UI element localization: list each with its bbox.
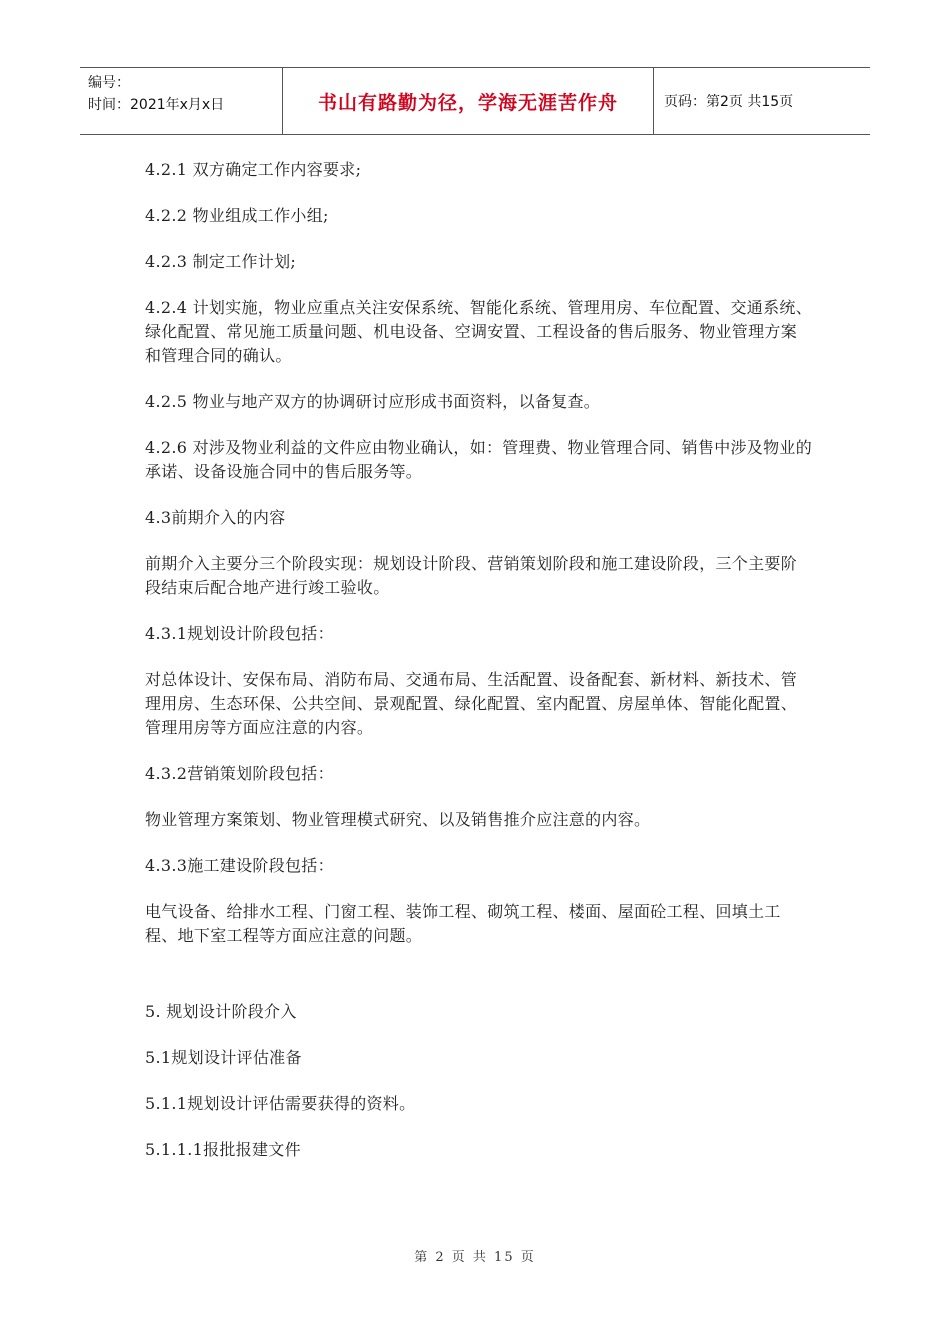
paragraph-4-3-intro: 前期介入主要分三个阶段实现：规划设计阶段、营销策划阶段和施工建设阶段，三个主要阶段结束后配合地产进行竣工验收。 <box>145 554 798 597</box>
heading-4-3-1: 4.3.1规划设计阶段包括： <box>145 624 334 643</box>
paragraph-4-3-3: 电气设备、给排水工程、门窗工程、装饰工程、砌筑工程、楼面、屋面砼工程、回填土工程、地下室工程等方面应注意的问题。 <box>145 902 781 945</box>
header-motto: 书山有路勤为径，学海无涯苦作舟 <box>317 91 618 114</box>
document-number-label: 编号： <box>88 75 130 91</box>
heading-5-1-1: 5.1.1规划设计评估需要获得的资料。 <box>145 1094 416 1113</box>
heading-5-1: 5.1规划设计评估准备 <box>145 1048 302 1067</box>
paragraph-4-2-4: 4.2.4 计划实施，物业应重点关注安保系统、智能化系统、管理用房、车位配置、交通系统、绿化配置、常见施工质量问题、机电设备、空调安置、工程设备的售后服务、物业管理方案和管理合同的确认。 <box>145 298 812 365</box>
heading-5-1-1-1: 5.1.1.1报批报建文件 <box>145 1140 301 1159</box>
heading-5: 5. 规划设计阶段介入 <box>145 1002 297 1021</box>
heading-4-3-2: 4.3.2营销策划阶段包括： <box>145 764 334 783</box>
heading-4-3: 4.3前期介入的内容 <box>145 508 286 527</box>
document-time-label: 时间：2021年x月x日 <box>88 97 225 113</box>
paragraph-4-2-6: 4.2.6 对涉及物业利益的文件应由物业确认，如：管理费、物业管理合同、销售中涉及物业的承诺、设备设施合同中的售后服务等。 <box>145 438 812 481</box>
footer-page-number: 第 2 页 共 15 页 <box>414 1250 536 1265</box>
document-body <box>145 158 813 1184</box>
heading-4-3-3: 4.3.3施工建设阶段包括： <box>145 856 334 875</box>
header-meta <box>80 68 282 134</box>
header-motto-cell <box>282 68 654 134</box>
paragraph-4-2-3: 4.2.3 制定工作计划; <box>145 252 297 271</box>
paragraph-4-2-5: 4.2.5 物业与地产双方的协调研讨应形成书面资料，以备复查。 <box>145 392 601 411</box>
page-footer <box>0 1246 950 1265</box>
paragraph-4-3-2: 物业管理方案策划、物业管理模式研究、以及销售推介应注意的内容。 <box>145 810 651 829</box>
paragraph-4-2-1: 4.2.1 双方确定工作内容要求; <box>145 160 362 179</box>
paragraph-4-2-2: 4.2.2 物业组成工作小组; <box>145 206 329 225</box>
header-page-code <box>654 68 870 134</box>
page-code-text: 页码：第2页 共15页 <box>664 94 794 110</box>
page-header <box>80 67 870 135</box>
paragraph-4-3-1: 对总体设计、安保布局、消防布局、交通布局、生活配置、设备配套、新材料、新技术、管理用房、生态环保、公共空间、景观配置、绿化配置、室内配置、房屋单体、智能化配置、管理用房等方面应注意的内容。 <box>145 670 798 737</box>
